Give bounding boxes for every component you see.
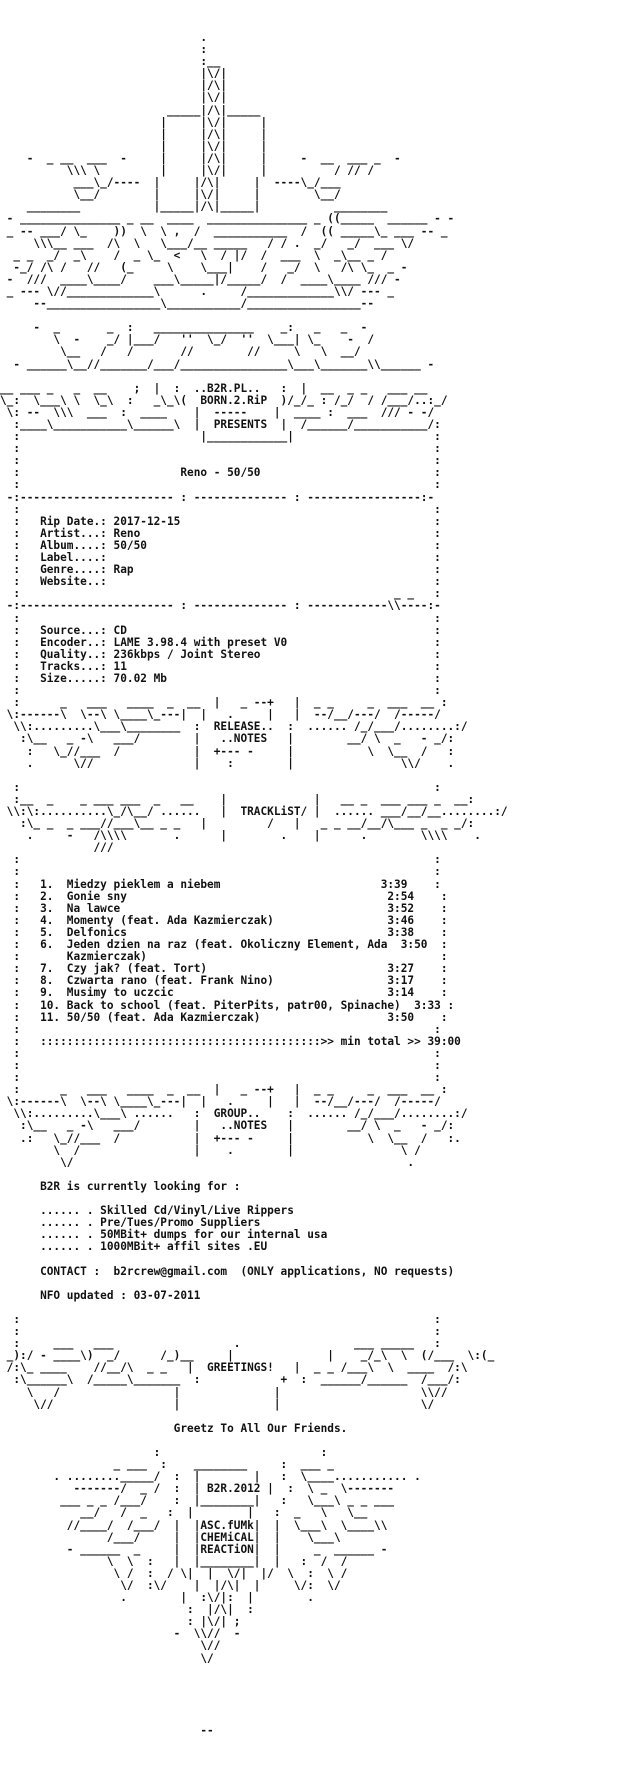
nfo-line: : : (0, 1046, 441, 1060)
nfo-line: : : (0, 1312, 441, 1326)
nfo-line: : |____________| : (0, 430, 441, 444)
nfo-line: /___/ | |CHEMiCAL| | \___\ (0, 1530, 341, 1544)
nfo-line: : Encoder..: LAME 3.98.4 with preset V0 : (0, 635, 441, 649)
nfo-line: . (0, 31, 208, 44)
nfo-line: : Genre....: Rap : (0, 563, 441, 577)
nfo-line: \:------\ \--\ \____\_---| | . | | --/__/---/ /-----/ (0, 708, 441, 722)
nfo-line: _ --- \//_____________\ . /_____________\\/ --- _ (0, 284, 395, 298)
nfo-line: \\:\:..........\_/\__/ ...... | TRACKLiST/ | ...... ___/__/__........:/ (0, 805, 508, 818)
nfo-line: __ ___ _ _ __ ; | : ..B2R.PL.. : | __ _ _ ___ __ (0, 381, 428, 395)
nfo-line: - /// ____\____/ ___\_____|/_____/ / ____\____ /// - (0, 272, 401, 286)
nfo-line: _ ___ : ________ : ___ _ (0, 1458, 334, 1472)
nfo-line: \ - _/ |___/ '' \_/ '' \___| \_ - / (0, 333, 375, 347)
nfo-line: |\/| (0, 67, 228, 81)
nfo-line: _):/ - ____\) _/ /_)__ | | _/_\ \ (/___ \:(_ (0, 1349, 495, 1363)
nfo-line: : Reno - 50/50 : (0, 466, 441, 480)
nfo-line: : 1. Miedzy pieklem a niebem 3:39 : (0, 877, 441, 891)
nfo-line: | |/\| | (0, 127, 268, 141)
nfo-line: \_: \___\ \ \_\ : _\_\( BORN.2.RiP )/_/_ : /_/ / /___/..:_/ (0, 393, 448, 407)
nfo-line: CONTACT : b2rcrew@gmail.com (ONLY applications, NO requests) (0, 1264, 455, 1278)
nfo-line: - _ __ ___ - | |/\| | - __ ___ _ - (0, 151, 401, 165)
nfo-ascii-text (0, 32, 632, 1737)
nfo-line: : : (0, 1071, 441, 1085)
nfo-line: \// (0, 1639, 221, 1653)
nfo-line: : Website..: : (0, 575, 441, 589)
nfo-line: - \\// - (0, 1627, 241, 1641)
nfo-line: ________ |_____|/\|_____| ________ (0, 200, 388, 214)
nfo-line: : : (0, 1058, 441, 1072)
nfo-line: : (0, 43, 208, 57)
nfo-line: -_/ /\ / // (_ \ \___| / _/ \ /\ \_ _ - (0, 260, 408, 274)
nfo-line: | |\/| | (0, 139, 268, 153)
nfo-line: |/\| (0, 79, 228, 93)
nfo-line: _ _ _/ _\ / _ \_ < \ / |/ / ___ \ _\__ _ / (0, 248, 388, 262)
nfo-line: _____|/\|_____ (0, 103, 261, 117)
nfo-line: : : (0, 1022, 441, 1036)
nfo-line: :\______\ /_____\_______ : + : ______/______ /___/: (0, 1373, 461, 1387)
nfo-line: ___ _ _ /___/ : |________| : \___\ _ _ ___ (0, 1494, 395, 1508)
nfo-line: -:----------------------- : -------------- : -----------------:- (0, 490, 435, 504)
nfo-line: ...... . Skilled Cd/Vinyl/Live Rippers (0, 1204, 294, 1218)
nfo-line: : : (0, 780, 441, 794)
nfo-line: \/ :\/ | |/\| | \/: \/ (0, 1579, 341, 1592)
nfo-line: __/ / _ : | | : _ \ \__ (0, 1506, 368, 1520)
nfo-line: ...... . 1000MBit+ affil sites .EU (0, 1240, 268, 1254)
nfo-line (0, 769, 468, 782)
nfo-line: : 4. Momenty (feat. Ada Kazmierczak) 3:46 : (0, 913, 448, 927)
nfo-line: : Rip Date.: 2017-12-15 : (0, 514, 441, 528)
nfo-line: : 7. Czy jak? (feat. Tort) 3:27 : (0, 962, 448, 976)
nfo-line: \\\__ ___ /\ \ \___/__ _____ / / . _/ _/ ___ \/ (0, 236, 415, 250)
nfo-line: :\__ _ -\ ___/ | ..NOTES | __/ \ _ - _/: (0, 732, 455, 746)
nfo-line: : Size.....: 70.02 Mb : (0, 671, 441, 685)
nfo-line: : : (0, 442, 441, 456)
nfo-line: \__ / / // // \ \ __/ (0, 345, 361, 359)
nfo-line: : : (0, 502, 441, 516)
nfo-line: . - /\\\\ . | . | . \\\\ . (0, 829, 481, 843)
nfo-line: \:------\ \--\ \____\_---| | . | | --/__/---/ /-----/ (0, 1095, 441, 1109)
nfo-line: : ___ ___ . ___ _____ : (0, 1337, 441, 1351)
nfo-line: : Label....: : (0, 551, 441, 565)
nfo-line: : _ _ : (0, 587, 441, 601)
nfo-line: : : (0, 611, 441, 625)
nfo-line: : Kazmierczak) : (0, 950, 448, 964)
nfo-line: ...... . Pre/Tues/Promo Suppliers (0, 1216, 261, 1230)
nfo-line: : 11. 50/50 (feat. Ada Kazmierczak) 3:50 : (0, 1010, 448, 1024)
nfo-line: \ \ : | |________| | : / / (0, 1554, 348, 1568)
nfo-line: : : (0, 684, 441, 698)
nfo-line: :__ _ _ ___ ___ _ __ | | __ _ ___ ___ _ __: (0, 792, 475, 806)
nfo-line: -------/ _ / : | B2R.2012 | : \ _ \------- (0, 1482, 395, 1496)
nfo-line: : 6. Jeden dzien na raz (feat. Okoliczny Element, Ada 3:50 : (0, 938, 448, 952)
nfo-line: : ::::::::::::::::::::::::::::::::::::::::::>> min total >> 39:00 (0, 1034, 461, 1048)
nfo-line: : 10. Back to school (feat. PiterPits, patr00, Spinache) 3:33 : (0, 998, 455, 1012)
nfo-line: --_________________\___________/_________________-- (0, 297, 375, 311)
nfo-line: ...... . 50MBit+ dumps for our internal usa (0, 1228, 328, 1242)
nfo-line: \\\ \ | |\/| | / // / (0, 164, 375, 178)
nfo-line: . ........_____/ : | | : \____........... . (0, 1470, 421, 1484)
nfo-line: . \// | : | \\/ . (0, 756, 455, 770)
nfo-line: . | :\/|: | . (0, 1591, 314, 1605)
nfo-line: : 8. Czwarta rano (feat. Frank Nino) 3:17 : (0, 974, 448, 988)
nfo-line: : _ ___ ____ _ __ | _ --+ | _ _ _ ___ __ : (0, 696, 448, 710)
nfo-line: /// (0, 841, 448, 855)
nfo-line: : 9. Musimy to uczcic 3:14 : (0, 986, 448, 1000)
nfo-line: : : (0, 478, 441, 492)
nfo-line: : |/\| : (0, 1603, 254, 1617)
nfo-line: : Album....: 50/50 : (0, 538, 441, 552)
nfo-line: - _ _ : _______________ _: _ _ - (0, 321, 368, 335)
nfo-line: \/ (0, 1651, 214, 1665)
nfo-line: \__/ | |\/| | \__/ (0, 188, 341, 202)
nfo-line: : : (0, 454, 441, 468)
nfo-line: :\_ _ _ ___//___\__ _ _ | / | _ _ __/__/\___ _ _ _/: (0, 817, 475, 831)
nfo-line: \\:.........\___\ ...... : GROUP.. : ...... /_/___/........:/ (0, 1107, 468, 1121)
nfo-line: .: \_//___ / | +--- - | \ \__ / :. (0, 1131, 461, 1145)
nfo-line: - ______\__//_______/___/________________\___\_______\\______ - (0, 357, 435, 371)
nfo-line: : : (0, 853, 441, 867)
nfo-line: : : (0, 865, 441, 879)
nfo-line: -- (0, 1724, 214, 1738)
nfo-line: : Quality..: 236kbps / Joint Stereo : (0, 647, 441, 661)
nfo-line: :\__ _ -\ ___/ | ..NOTES | __/ \ _ - _/: (0, 1119, 455, 1133)
nfo-line: : \_//___ / | +--- - | \ \__ / : (0, 744, 455, 758)
nfo-line: : : (0, 1445, 328, 1459)
nfo-line: \ / | . | \ / (0, 1143, 421, 1157)
nfo-line: \/ . (0, 1155, 415, 1169)
nfo-line: | |\/| | (0, 115, 268, 129)
nfo-line: |\/| (0, 91, 228, 105)
nfo-line: : : (0, 1325, 441, 1339)
nfo-line: : |\/| ; (0, 1615, 241, 1629)
nfo-line: : Tracks...: 11 : (0, 659, 441, 673)
nfo-line: \: -- \\\ ___ : ____ | ----- | ____ : ___ /// - -/ (0, 405, 435, 419)
nfo-line: : Source...: CD : (0, 623, 441, 637)
nfo-line: /:\_ ____ //__/\ _ _ | GREETINGS! | _ _ /___\ \ ____ /:\ (0, 1361, 468, 1375)
nfo-line: //____/ /___/ | |ASC.fUMk| | \___\ \____\\ (0, 1518, 388, 1532)
nfo-line: -:----------------------- : -------------- : ------------\\----:- (0, 599, 441, 613)
nfo-line: Greetz To All Our Friends. (0, 1421, 348, 1435)
nfo-line: \ / : / \| | \/| |/ \ : \ / (0, 1566, 348, 1580)
nfo-line: - _______________ _ __ ____ _______________ _ ((_____ ______ - - (0, 212, 455, 226)
nfo-line: \ / | | \\// (0, 1385, 448, 1399)
nfo-line: _ -- ___/ \_ )) \ \ , / ___________ / (( _____\_ ___ -- _ (0, 224, 448, 238)
nfo-line: :__ (0, 55, 221, 69)
nfo-line: ___\_/---- | |/\| | ----\_/___ (0, 176, 341, 190)
nfo-line: : 5. Delfonics 3:38 : (0, 925, 448, 939)
nfo-line: B2R is currently looking for : (0, 1179, 241, 1193)
nfo-line: : _ ___ ____ _ __ | _ --+ | _ _ _ ___ __ : (0, 1083, 448, 1097)
nfo-line: \\:.........\___\________ : RELEASE.. : ...... /_/___/........:/ (0, 720, 468, 734)
nfo-line: : Artist...: Reno : (0, 526, 441, 540)
nfo-line: \// | | \/ (0, 1397, 435, 1411)
nfo-line: : 2. Gonie sny 2:54 : (0, 889, 448, 903)
nfo-line: :____\___________\______\ | PRESENTS | /______/___________/: (0, 418, 441, 431)
nfo-line: - ______ _ | |REACTiON| | _ ______ - (0, 1542, 388, 1556)
nfo-line: : 3. Na lawce 3:52 : (0, 901, 448, 915)
nfo-line: NFO updated : 03-07-2011 (0, 1288, 201, 1302)
